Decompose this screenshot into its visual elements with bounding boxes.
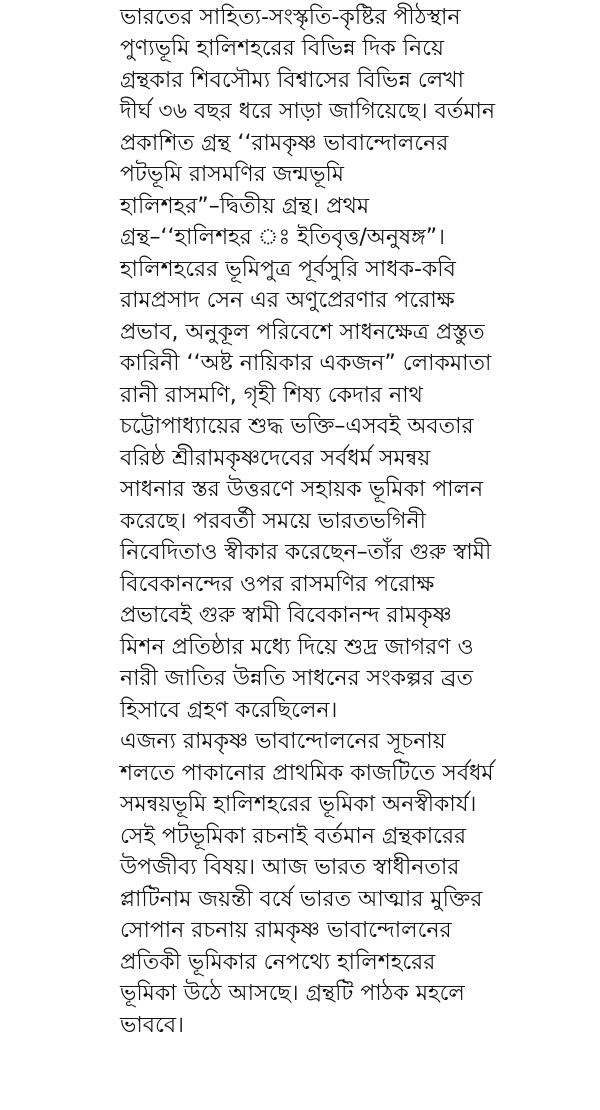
text-line: পুণ্যভূমি হালিশহরের বিভিন্ন দিক নিয়ে: [120, 36, 444, 61]
text-line: হালিশহরের ভূমিপুত্র পূর্বসুরি সাধক-কবি: [120, 257, 456, 282]
text-line: ভূমিকা উঠে আসছে। গ্রন্থটি পাঠক মহলে: [120, 981, 465, 1006]
text-line: হিসাবে গ্রহণ করেছিলেন।: [120, 698, 338, 723]
text-line: সেই পটভূমিকা রচনাই বর্তমান গ্রন্থকারের: [120, 824, 467, 849]
text-line: রানী রাসমণি, গৃহী শিষ্য কেদার নাথ: [120, 383, 423, 408]
text-line: নিবেদিতাও স্বীকার করেছেন–তাঁর গুরু স্বামী: [120, 540, 492, 565]
text-line: পটভূমি রাসমণির জন্মভূমি: [120, 162, 344, 187]
text-line: নারী জাতির উন্নতি সাধনের সংকল্পর ব্রত: [120, 666, 474, 691]
text-line: সমন্বয়ভূমি হালিশহরের ভূমিকা অনস্বীকার্য।: [120, 792, 477, 817]
text-line: বরিষ্ঠ শ্রীরামকৃষ্ণদেবের সর্বধর্ম সমন্বয়: [120, 446, 431, 471]
text-line: উপজীব্য বিষয়। আজ ভারত স্বাধীনতার: [120, 855, 460, 880]
text-line: করেছে। পরবর্তী সময়ে ভারতভগিনী: [120, 509, 426, 534]
text-line: গ্রন্থ–‘‘হালিশহর ঃ ইতিবৃত্ত/অনুষঙ্গ”।: [120, 225, 445, 250]
text-line: এজন্য রামকৃষ্ণ ভাবান্দোলনের সূচনায়: [120, 729, 446, 754]
text-line: হালিশহর”–দ্বিতীয় গ্রন্থ। প্রথম: [120, 194, 370, 219]
text-line: ভাববে।: [120, 1013, 184, 1038]
text-line: বিবেকানন্দের ওপর রাসমণির পরোক্ষ: [120, 572, 435, 597]
text-line: ভারতের সাহিত্য-সংস্কৃতি-কৃষ্টির পীঠস্থান: [120, 5, 461, 30]
text-line: দীর্ঘ ৩৬ বছর ধরে সাড়া জাগিয়েছে। বর্তমান: [120, 99, 496, 124]
text-line: প্রতিকী ভূমিকার নেপথ্যে হালিশহরের: [120, 950, 436, 975]
text-line: সোপান রচনায় রামকৃষ্ণ ভাবান্দোলনের: [120, 918, 452, 943]
text-line: প্লাটিনাম জয়ন্তী বর্ষে ভারত আত্মার মুক্তির: [120, 887, 483, 912]
text-line: গ্রন্থকার শিবসৌম্য বিশ্বাসের বিভিন্ন লেখা: [120, 68, 465, 93]
text-line: শলতে পাকানোর প্রাথমিক কাজটিতে সর্বধর্ম: [120, 761, 494, 786]
text-line: প্রভাবেই গুরু স্বামী বিবেকানন্দ রামকৃষ্ণ: [120, 603, 452, 628]
text-line: প্রভাব, অনুকূল পরিবেশে সাধনক্ষেত্র প্রস্তুত: [120, 320, 485, 345]
text-line: প্রকাশিত গ্রন্থ ‘‘রামকৃষ্ণ ভাবান্দোলনের: [120, 131, 449, 156]
text-line: কারিনী ‘‘অষ্ট নায়িকার একজন” লোকমাতা: [120, 351, 492, 376]
text-line: রামপ্রসাদ সেন এর অণুপ্রেরণার পরোক্ষ: [120, 288, 455, 313]
text-line: চট্টোপাধ্যায়ের শুদ্ধ ভক্তি–এসবই অবতার: [120, 414, 474, 439]
text-line: মিশন প্রতিষ্ঠার মধ্যে দিয়ে শুদ্র জাগরণ ও: [120, 635, 474, 660]
text-line: সাধনার স্তর উত্তরণে সহায়ক ভূমিকা পালন: [120, 477, 484, 502]
